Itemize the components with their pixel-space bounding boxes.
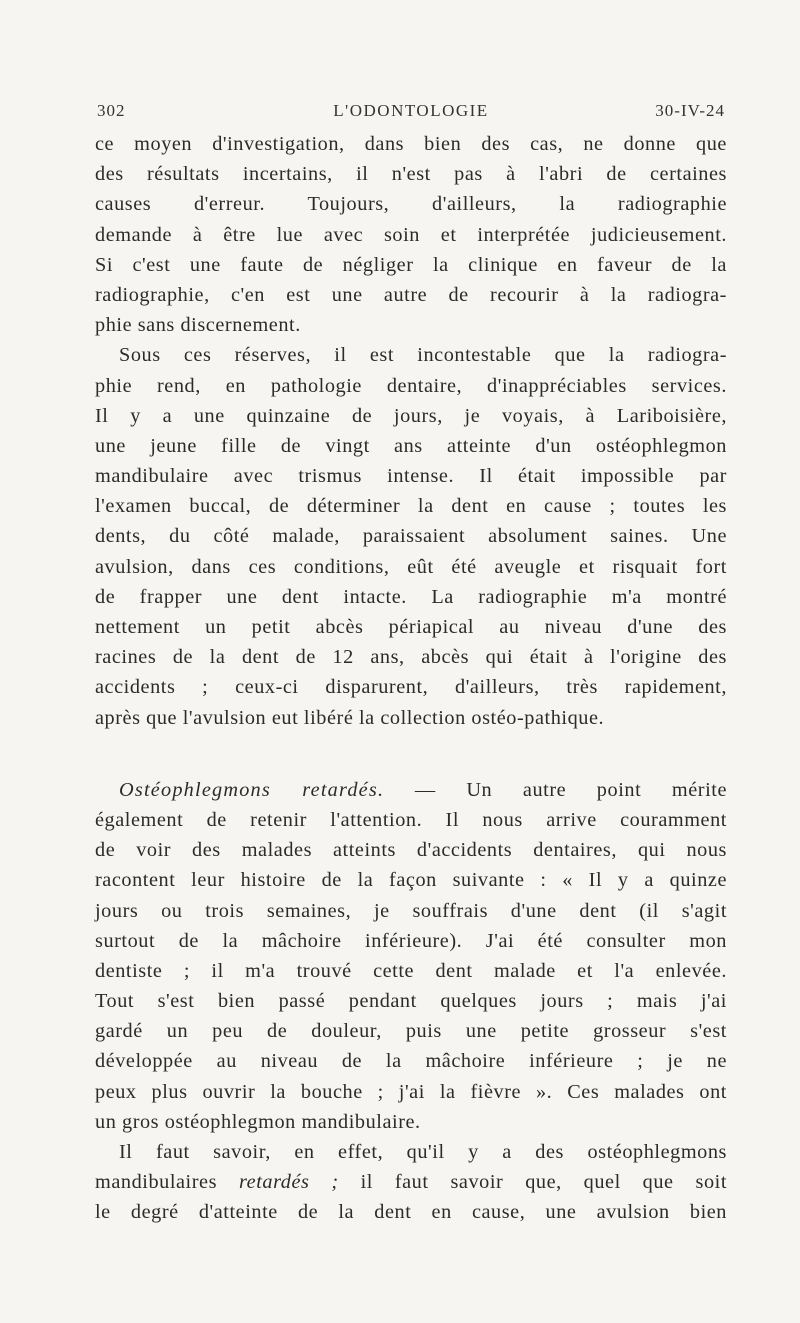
emphasized-text: retardés ; bbox=[238, 1171, 339, 1194]
text-line: de frapper une dent intacte. La radiographie m'a montré bbox=[95, 585, 727, 608]
text-line: après que l'avulsion eut libéré la collection ostéo-pathique. bbox=[95, 706, 605, 729]
paragraph-4 bbox=[95, 1137, 727, 1228]
text-line: demande à être lue avec soin et interprétée judicieusement. bbox=[95, 223, 727, 246]
text-line: surtout de la mâchoire inférieure). J'ai été consulter mon bbox=[95, 929, 727, 952]
paragraph-3 bbox=[95, 775, 727, 1137]
text-line: Tout s'est bien passé pendant quelques jours ; mais j'ai bbox=[95, 990, 727, 1013]
body-text bbox=[95, 129, 727, 1228]
text-line: développée au niveau de la mâchoire inférieure ; je ne bbox=[95, 1050, 727, 1073]
section-heading-line bbox=[95, 775, 727, 805]
text-line: avulsion, dans ces conditions, eût été aveugle et risquait fort bbox=[95, 555, 727, 578]
text-line: Il y a une quinzaine de jours, je voyais, à Lariboisière, bbox=[95, 404, 727, 427]
text-line: dents, du côté malade, paraissaient absolument saines. Une bbox=[95, 525, 727, 548]
text-line: une jeune fille de vingt ans atteinte d'un ostéophlegmon bbox=[95, 434, 727, 457]
section-first-line-text: — Un autre point mérite bbox=[414, 778, 727, 801]
text-line: phie rend, en pathologie dentaire, d'inappréciables services. bbox=[95, 374, 727, 397]
text-line: le degré d'atteinte de la dent en cause, une avulsion bien bbox=[95, 1201, 727, 1224]
text-line: accidents ; ceux-ci disparurent, d'ailleurs, très rapidement, bbox=[95, 676, 727, 699]
text-line: ce moyen d'investigation, dans bien des cas, ne donne que bbox=[95, 133, 727, 155]
text-line: racontent leur histoire de la façon suivante : « Il y a quinze bbox=[95, 869, 727, 892]
text-line: également de retenir l'attention. Il nous arrive couramment bbox=[95, 808, 727, 831]
issue-date: 30-IV-24 bbox=[655, 101, 725, 120]
text-segment: il faut savoir que, quel que soit bbox=[360, 1171, 728, 1194]
text-line: phie sans discernement. bbox=[95, 314, 301, 337]
text-line: peux plus ouvrir la bouche ; j'ai la fièvre ». Ces malades ont bbox=[95, 1080, 727, 1103]
text-line: gardé un peu de douleur, puis une petite grosseur s'est bbox=[95, 1020, 727, 1043]
text-line: des résultats incertains, il n'est pas à l'abri de certaines bbox=[95, 163, 727, 186]
paragraph-2 bbox=[95, 340, 727, 732]
page-number: 302 bbox=[97, 101, 126, 120]
section-spacer bbox=[95, 733, 727, 775]
text-line: Il faut savoir, en effet, qu'il y a des ostéophlegmons bbox=[119, 1141, 727, 1163]
text-segment: mandibulaires bbox=[95, 1171, 218, 1194]
text-line: Si c'est une faute de négliger la clinique en faveur de la bbox=[95, 253, 727, 276]
text-line: causes d'erreur. Toujours, d'ailleurs, la radiographie bbox=[95, 193, 727, 216]
section-title: Ostéophlegmons retardés. bbox=[119, 778, 385, 801]
text-line: de voir des malades atteints d'accidents dentaires, qui nous bbox=[95, 839, 727, 862]
journal-title: L'ODONTOLOGIE bbox=[333, 101, 489, 120]
text-line: racines de la dent de 12 ans, abcès qui était à l'origine des bbox=[95, 646, 727, 669]
running-header bbox=[95, 95, 727, 129]
text-line bbox=[95, 1167, 727, 1197]
text-line: un gros ostéophlegmon mandibulaire. bbox=[95, 1110, 421, 1133]
text-line: jours ou trois semaines, je souffrais d'une dent (il s'agit bbox=[95, 899, 727, 922]
text-line: l'examen buccal, de déterminer la dent en cause ; toutes les bbox=[95, 495, 727, 518]
page bbox=[95, 95, 727, 1228]
text-line: mandibulaire avec trismus intense. Il était impossible par bbox=[95, 465, 727, 488]
paragraph-1 bbox=[95, 129, 727, 340]
text-line: dentiste ; il m'a trouvé cette dent malade et l'a enlevée. bbox=[95, 959, 727, 982]
text-line: radiographie, c'en est une autre de recourir à la radiogra- bbox=[95, 283, 727, 306]
text-line: nettement un petit abcès périapical au niveau d'une des bbox=[95, 616, 727, 638]
text-line: Sous ces réserves, il est incontestable que la radiogra- bbox=[119, 344, 727, 367]
